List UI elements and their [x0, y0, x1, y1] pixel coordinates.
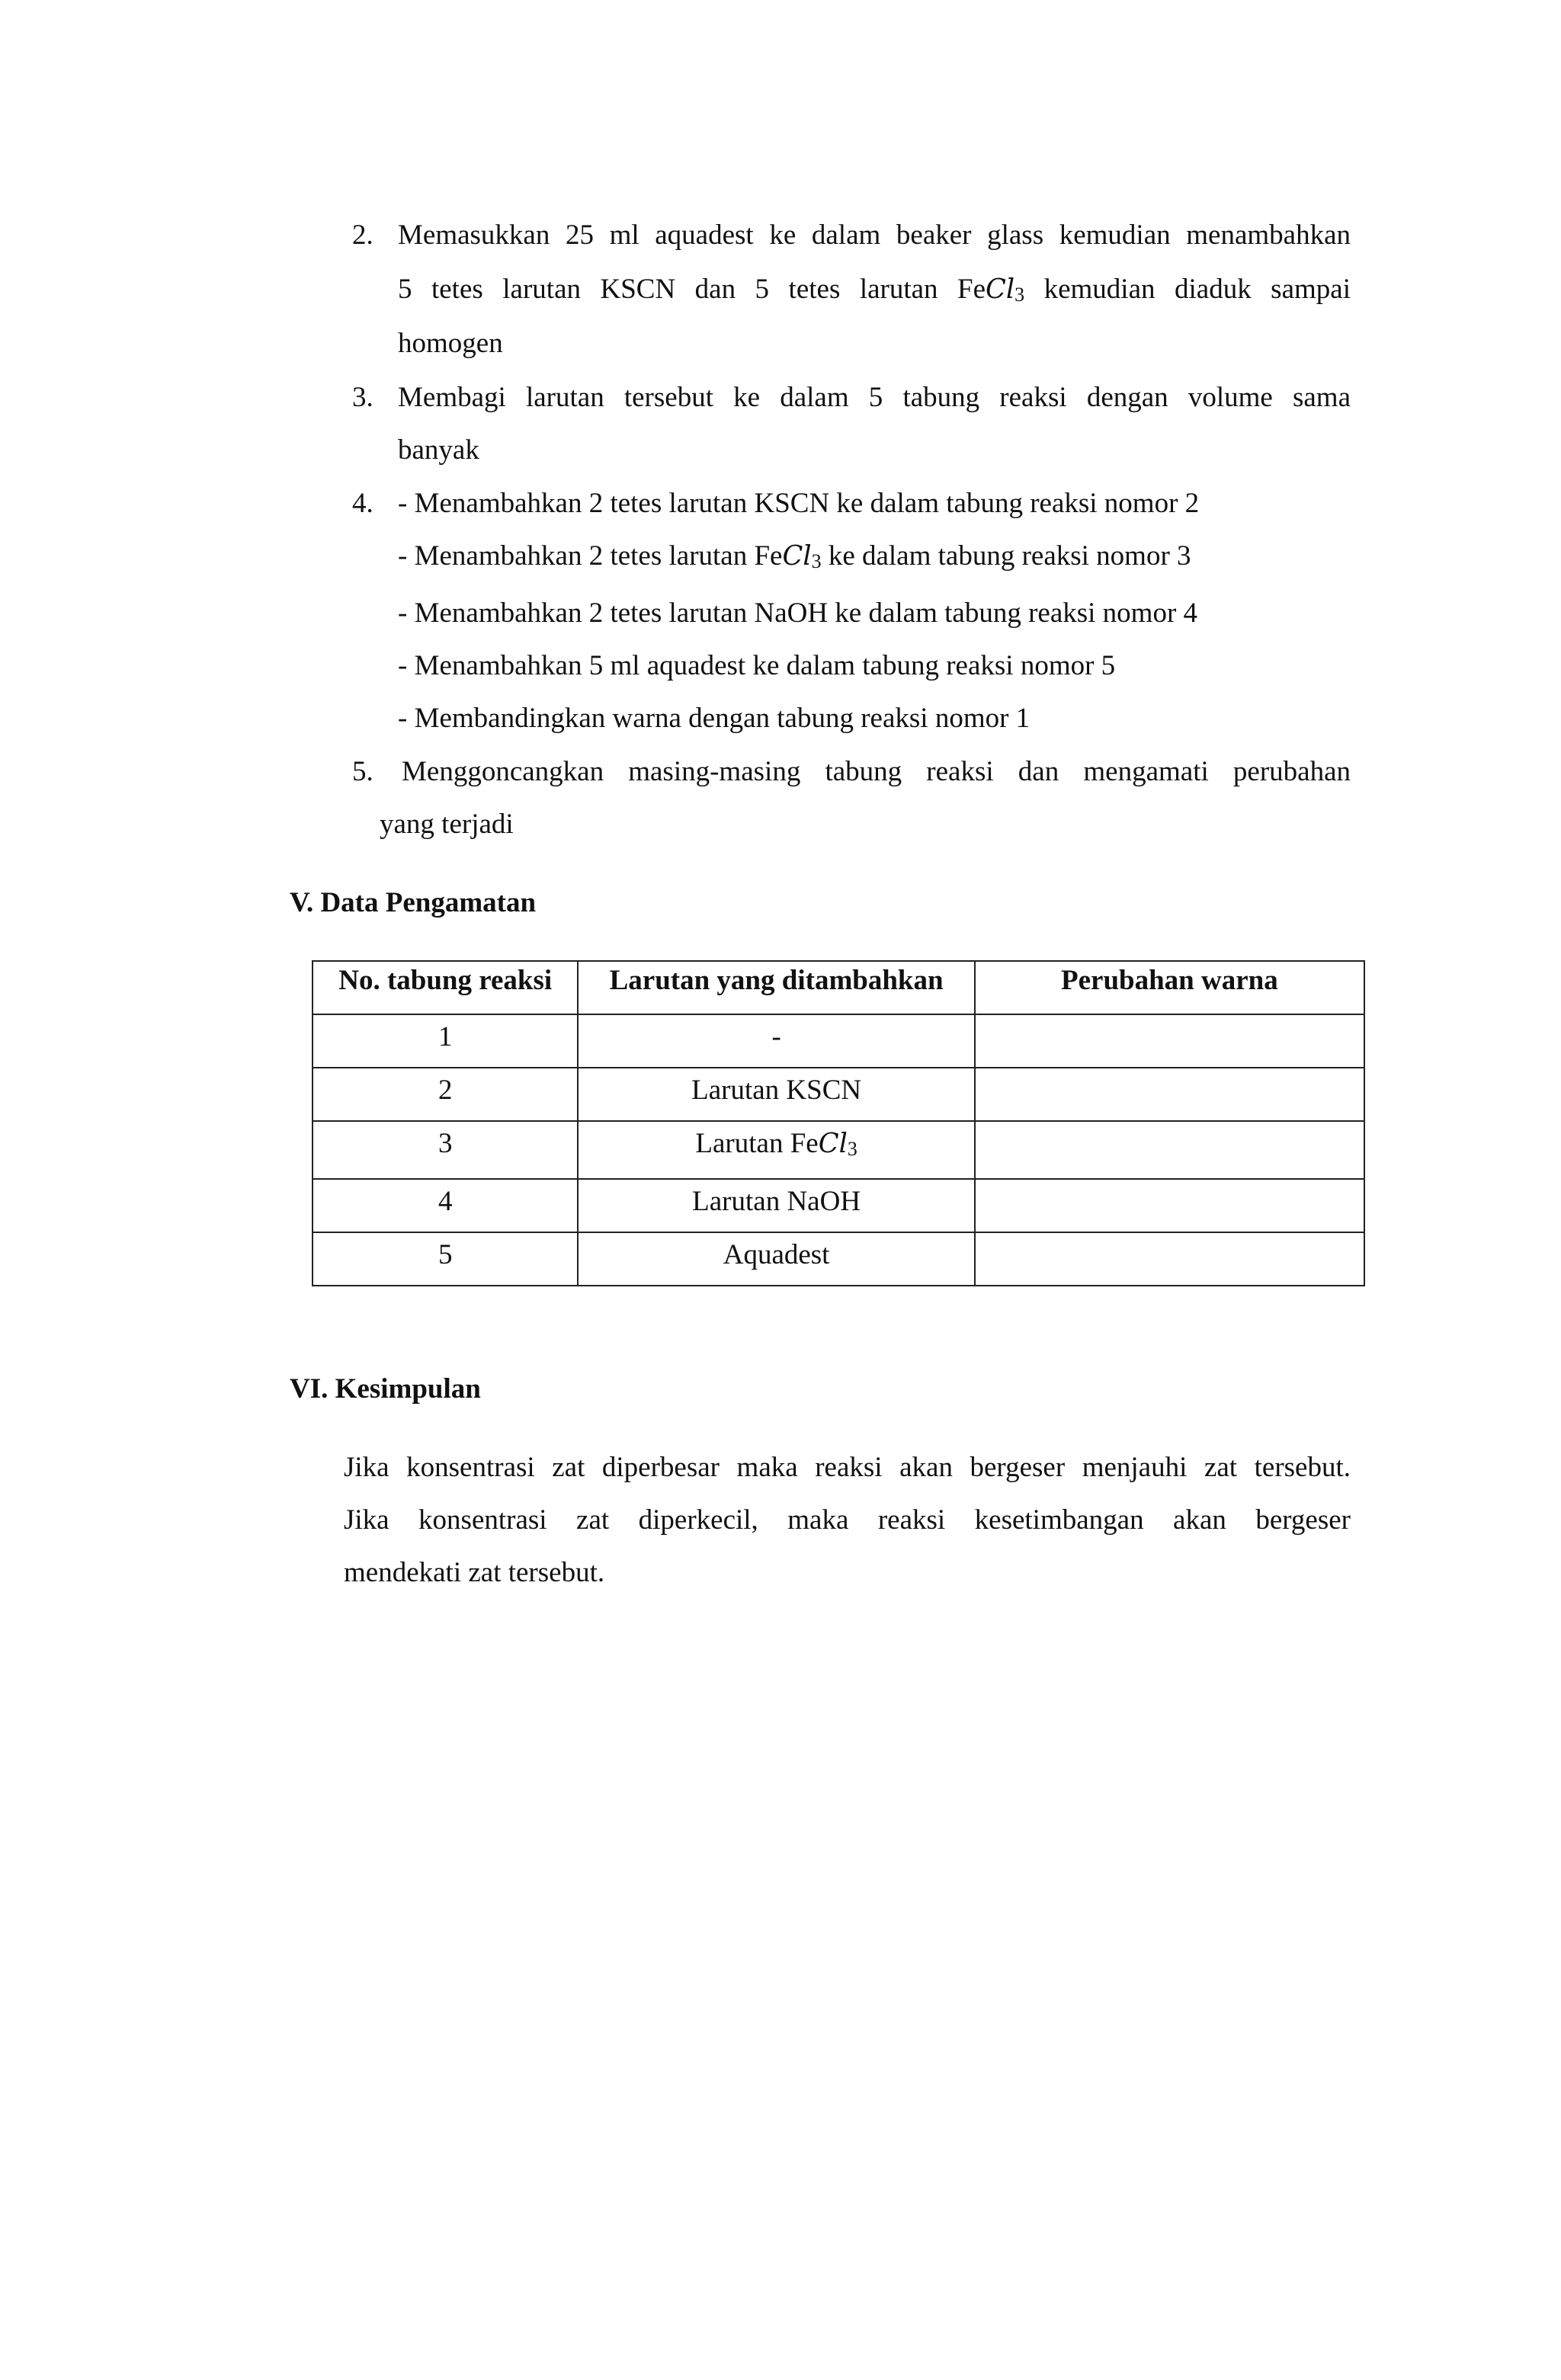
cell-larutan — [578, 1121, 974, 1179]
table-row — [313, 1232, 1364, 1286]
step-2-line-2 — [398, 275, 1351, 305]
step-2-line-2-post: kemudian diaduk sampai — [1024, 274, 1351, 305]
table-row — [313, 1121, 1364, 1179]
cell-no: 2 — [313, 1068, 578, 1121]
step-4-item-4: - Menambahkan 5 ml aquadest ke dalam tabung reaksi nomor 5 — [398, 650, 1116, 681]
conclusion-line-1: Jika konsentrasi zat diperbesar maka reaksi akan bergeser menjauhi zat tersebut. — [344, 1452, 1351, 1483]
cell-larutan: Aquadest — [578, 1232, 974, 1286]
cell-larutan-pre: Larutan Fe — [695, 1128, 819, 1159]
step-number: 3. — [352, 382, 373, 413]
table-header-row — [313, 961, 1364, 1014]
cell-larutan: Larutan KSCN — [578, 1068, 974, 1121]
step-4-item-5: - Membandingkan warna dengan tabung reaksi nomor 1 — [398, 703, 1031, 734]
cell-warna — [975, 1014, 1364, 1068]
step-5-line-2: yang terjadi — [380, 809, 514, 840]
cell-warna — [975, 1068, 1364, 1121]
step-2-line-3: homogen — [398, 328, 503, 359]
conclusion-line-2: Jika konsentrasi zat diperkecil, maka reaksi kesetimbangan akan bergeser — [344, 1504, 1351, 1536]
subscript-3: 3 — [1014, 283, 1025, 306]
step-number: 5. — [352, 756, 373, 787]
step-number: 4. — [352, 488, 373, 519]
cell-larutan: Larutan NaOH — [578, 1179, 974, 1232]
section-vi-heading: VI. Kesimpulan — [290, 1373, 481, 1405]
subscript-3: 3 — [847, 1137, 857, 1160]
chlorine-symbol: Cl — [782, 540, 812, 572]
step-4-item-2 — [398, 542, 1191, 572]
step-2-line-1: Memasukkan 25 ml aquadest ke dalam beaker glass kemudian menambahkan — [398, 219, 1351, 251]
cell-no: 1 — [313, 1014, 578, 1068]
cell-no: 3 — [313, 1121, 578, 1179]
step-5-line-1: Menggoncangkan masing-masing tabung reaksi dan mengamati perubahan — [402, 756, 1351, 787]
column-header-larutan: Larutan yang ditambahkan — [578, 961, 974, 1014]
column-header-warna: Perubahan warna — [975, 961, 1364, 1014]
section-v-heading: V. Data Pengamatan — [290, 887, 537, 918]
cell-warna — [975, 1121, 1364, 1179]
subscript-3: 3 — [811, 549, 822, 572]
cell-warna — [975, 1232, 1364, 1286]
chlorine-symbol: Cl — [818, 1128, 848, 1159]
step-4-item-2-post: ke dalam tabung reaksi nomor 3 — [821, 540, 1191, 572]
table-row — [313, 1068, 1364, 1121]
cell-no: 5 — [313, 1232, 578, 1286]
table-row — [313, 1179, 1364, 1232]
conclusion-line-3: mendekati zat tersebut. — [344, 1557, 605, 1588]
step-4-item-1: - Menambahkan 2 tetes larutan KSCN ke dalam tabung reaksi nomor 2 — [398, 488, 1200, 519]
cell-larutan: - — [578, 1014, 974, 1068]
observation-table — [312, 960, 1365, 1286]
column-header-no: No. tabung reaksi — [313, 961, 578, 1014]
cell-warna — [975, 1179, 1364, 1232]
step-3-line-1: Membagi larutan tersebut ke dalam 5 tabung reaksi dengan volume sama — [398, 382, 1351, 413]
step-4-item-3: - Menambahkan 2 tetes larutan NaOH ke dalam tabung reaksi nomor 4 — [398, 597, 1198, 629]
step-3-line-2: banyak — [398, 434, 479, 466]
step-4-item-2-pre: - Menambahkan 2 tetes larutan Fe — [398, 540, 783, 572]
step-number: 2. — [352, 219, 373, 251]
cell-no: 4 — [313, 1179, 578, 1232]
table-row — [313, 1014, 1364, 1068]
step-2-line-2-pre: 5 tetes larutan KSCN dan 5 tetes larutan Fe — [398, 274, 986, 305]
chlorine-symbol: Cl — [986, 274, 1015, 305]
